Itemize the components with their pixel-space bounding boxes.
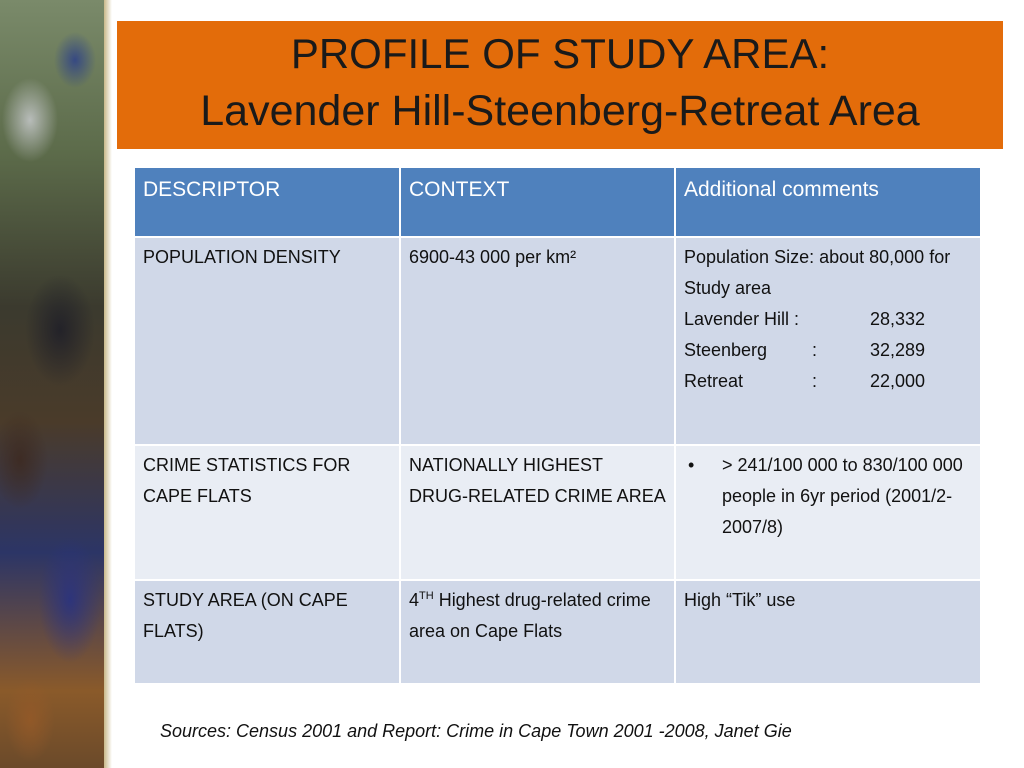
entry-label: Retreat <box>684 371 744 391</box>
cell-descriptor: POPULATION DENSITY <box>134 237 400 445</box>
cell-comments <box>675 445 981 580</box>
entry-value: 22,000 <box>870 371 926 391</box>
population-size-text: Population Size: about 80,000 for Study area <box>684 247 951 298</box>
cell-comments <box>675 237 981 445</box>
context-superscript: TH <box>419 590 434 602</box>
header-descriptor: DESCRIPTOR <box>134 167 400 237</box>
entry-label: Lavender Hill : <box>684 309 800 329</box>
cell-context <box>400 580 675 684</box>
cell-context: NATIONALLY HIGHEST DRUG-RELATED CRIME AREA <box>400 445 675 580</box>
photo-strip-edge <box>104 0 112 768</box>
bullet-text: > 241/100 000 to 830/100 000 people in 6yr period (2001/2-2007/8) <box>722 455 963 537</box>
cell-descriptor: STUDY AREA (ON CAPE FLATS) <box>134 580 400 684</box>
entry-value: 32,289 <box>870 340 926 360</box>
header-additional-comments: Additional comments <box>675 167 981 237</box>
cell-descriptor: CRIME STATISTICS FOR CAPE FLATS <box>134 445 400 580</box>
bullet-item <box>684 450 972 543</box>
population-entry <box>684 335 972 366</box>
title-line-2: Lavender Hill-Steenberg-Retreat Area <box>200 87 920 135</box>
header-context: CONTEXT <box>400 167 675 237</box>
entry-colon <box>812 304 870 335</box>
entry-colon: : <box>812 340 818 360</box>
entry-label: Steenberg <box>684 340 768 360</box>
sources-note: Sources: Census 2001 and Report: Crime in Cape Town 2001 -2008, Janet Gie <box>160 721 792 741</box>
table-header-row <box>134 167 981 237</box>
title-line-1: PROFILE OF STUDY AREA: <box>290 30 830 77</box>
decorative-photo-strip <box>0 0 104 768</box>
cell-comments: High “Tik” use <box>675 580 981 684</box>
context-number: 4 <box>409 590 420 610</box>
context-rest: Highest drug-related crime area on Cape Flats <box>409 590 651 641</box>
entry-value: 28,332 <box>870 309 926 329</box>
bullet-dot: • <box>688 455 695 475</box>
population-entry <box>684 366 972 397</box>
cell-context: 6900-43 000 per km² <box>400 237 675 445</box>
profile-table <box>133 166 982 685</box>
entry-colon: : <box>812 371 818 391</box>
population-entry <box>684 304 972 335</box>
table-row <box>134 237 981 445</box>
title-banner <box>117 21 1003 149</box>
table-row <box>134 445 981 580</box>
table-row <box>134 580 981 684</box>
